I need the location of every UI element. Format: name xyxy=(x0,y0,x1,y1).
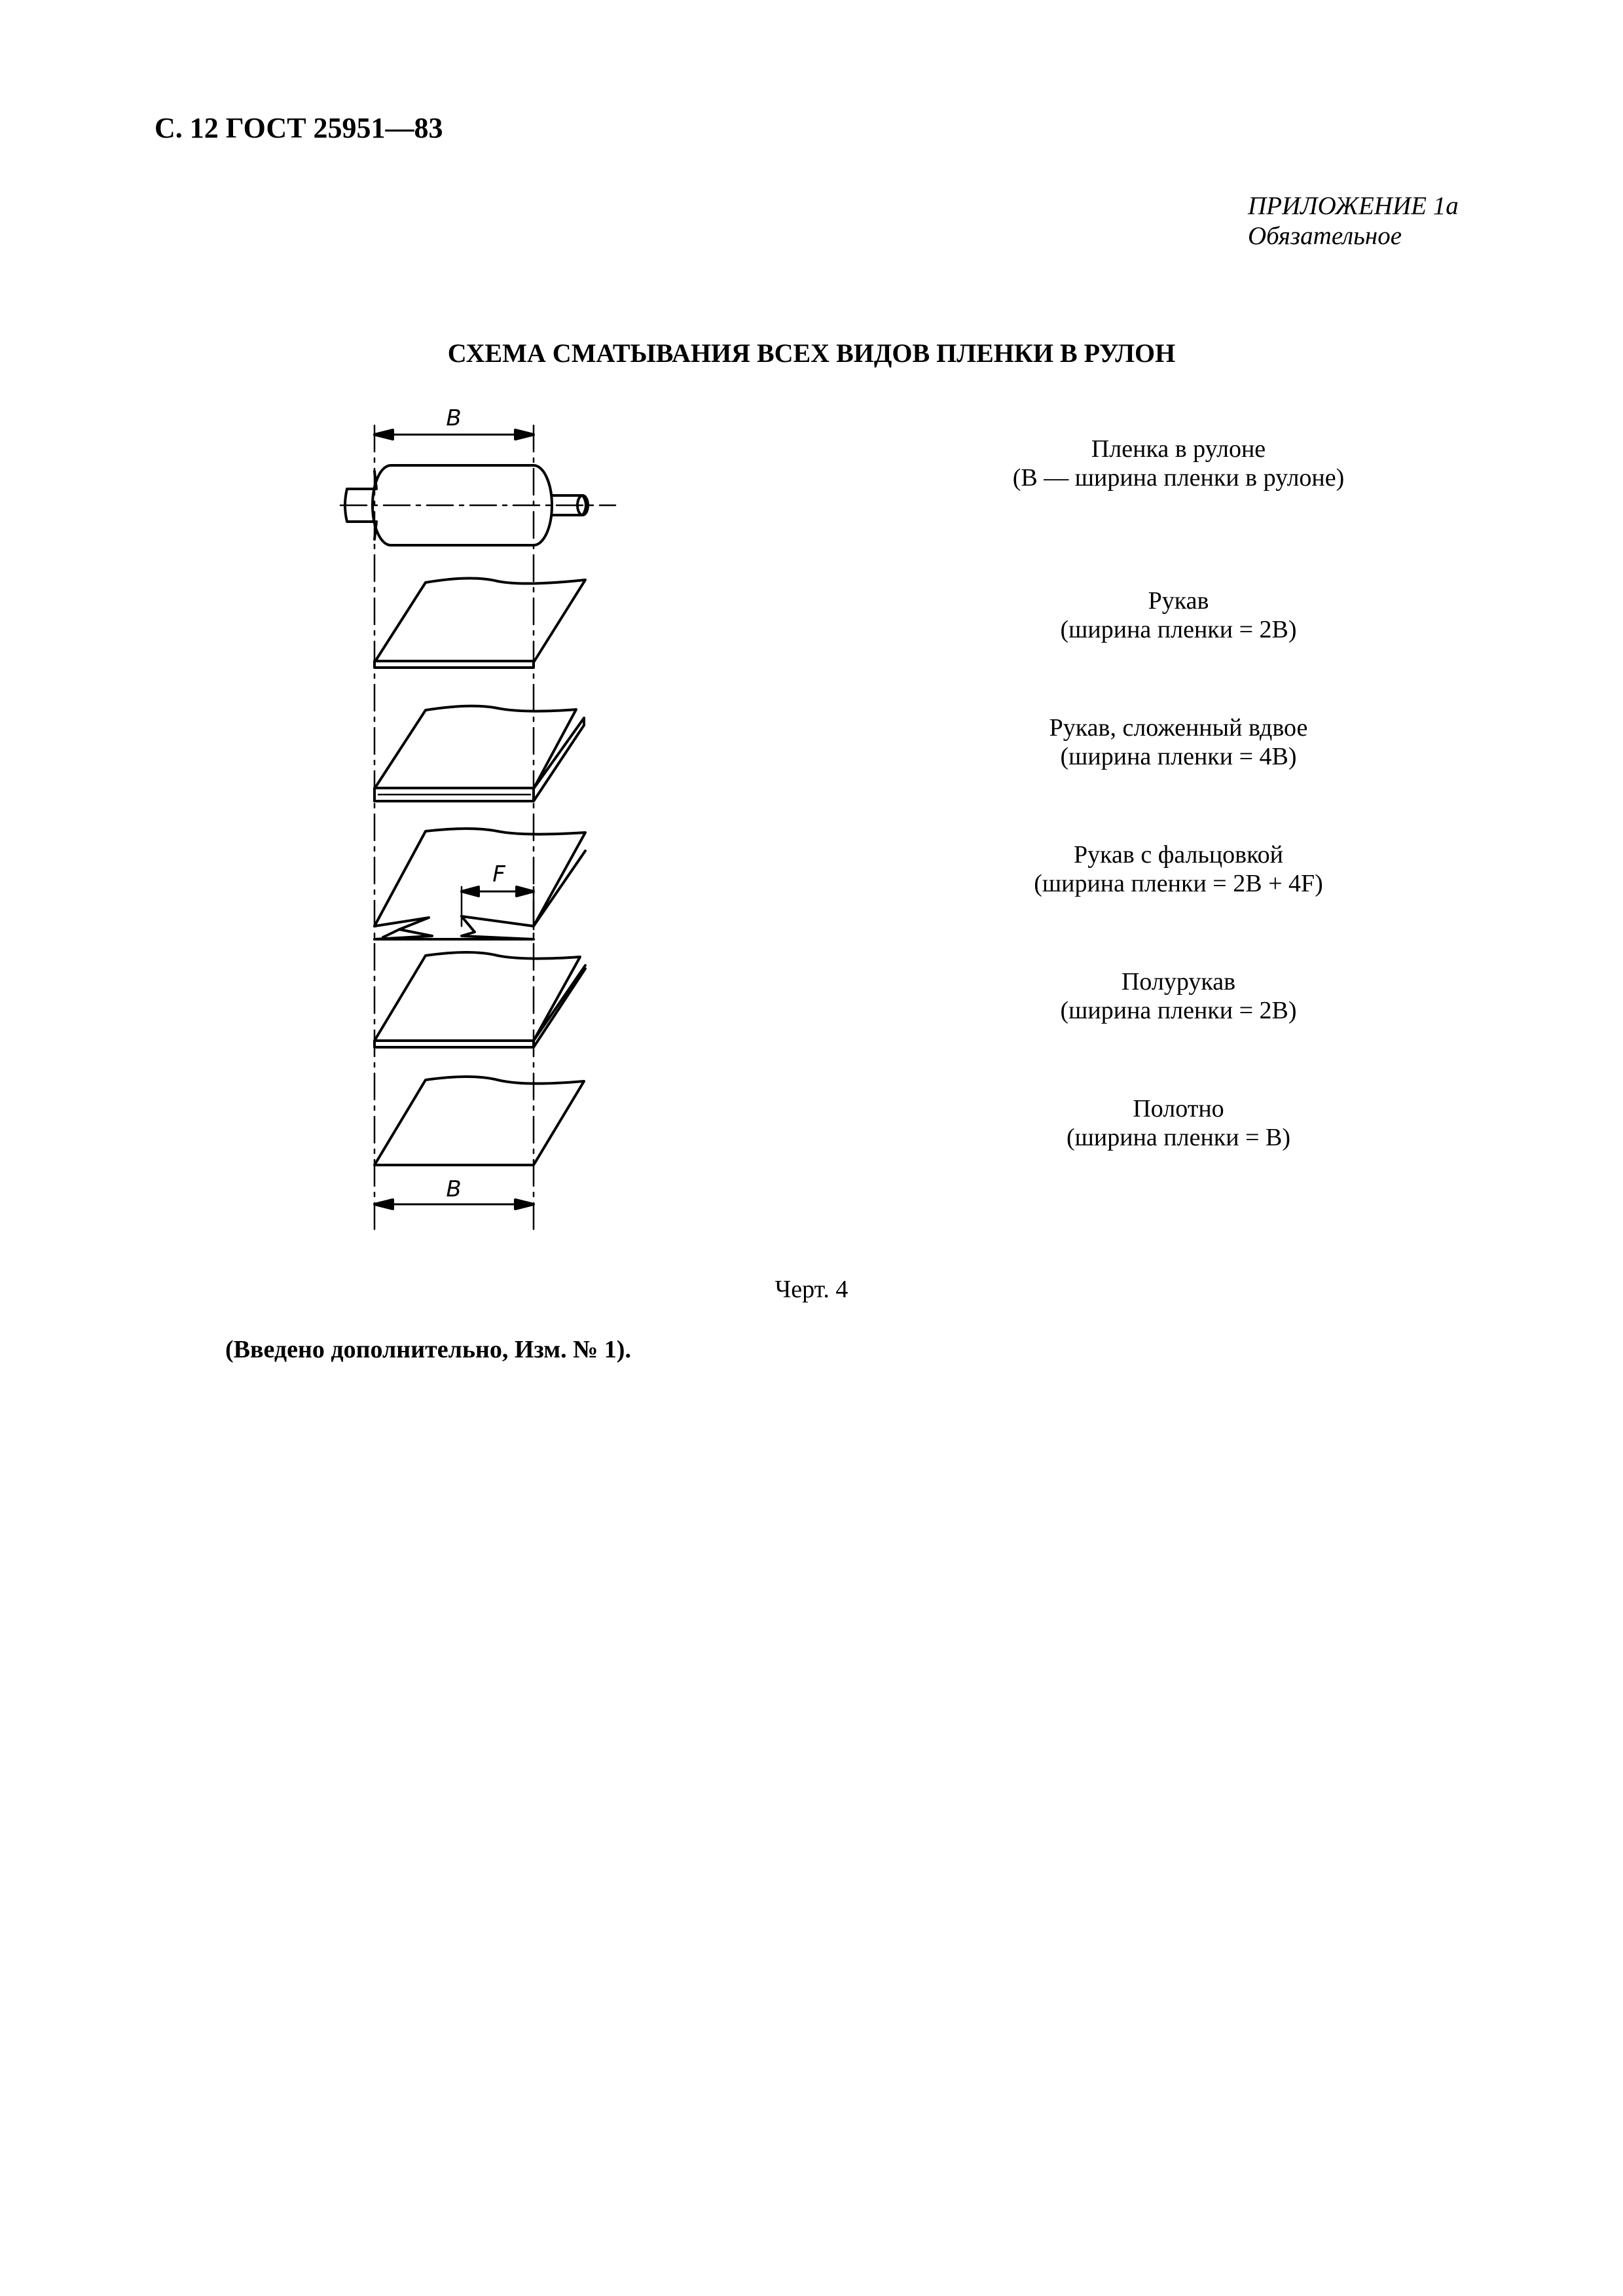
flat-sheet-icon xyxy=(374,1077,584,1165)
half-sleeve-icon xyxy=(374,952,585,1047)
caption-sleeve-folded-formula: (ширина пленки = 4B) xyxy=(1060,743,1297,770)
gusset-sleeve-icon xyxy=(374,829,585,939)
dimension-label-top: B xyxy=(446,405,462,431)
fold-label: F xyxy=(492,861,505,888)
caption-half-sleeve-formula: (ширина пленки = 2B) xyxy=(1060,997,1297,1024)
roll-icon xyxy=(340,465,615,545)
document-title: СХЕМА СМАТЫВАНИЯ ВСЕХ ВИДОВ ПЛЕНКИ В РУЛОН xyxy=(447,338,1176,368)
caption-sleeve xyxy=(917,586,1440,644)
sleeve-folded-icon xyxy=(374,706,584,801)
dimension-top xyxy=(374,430,534,439)
sleeve-icon xyxy=(374,578,585,668)
caption-roll xyxy=(917,435,1440,492)
appendix-status: Обязательное xyxy=(1248,222,1402,250)
caption-flat-sheet-formula: (ширина пленки = B) xyxy=(1066,1124,1291,1151)
caption-half-sleeve xyxy=(917,967,1440,1025)
caption-sleeve-formula: (ширина пленки = 2B) xyxy=(1060,616,1297,643)
caption-gusset-sleeve-name: Рукав с фальцовкой xyxy=(1074,841,1283,869)
appendix-title: ПРИЛОЖЕНИЕ 1а xyxy=(1248,192,1459,220)
caption-flat-sheet xyxy=(917,1094,1440,1152)
amendment-note: (Введено дополнительно, Изм. № 1). xyxy=(225,1336,631,1363)
caption-half-sleeve-name: Полурукав xyxy=(1121,968,1236,996)
caption-gusset-sleeve xyxy=(917,840,1440,898)
dimension-label-bottom: B xyxy=(446,1176,462,1202)
caption-sleeve-folded xyxy=(917,713,1440,771)
caption-sleeve-name: Рукав xyxy=(1148,587,1209,615)
figure-caption: Черт. 4 xyxy=(775,1276,848,1303)
caption-roll-formula: (B — ширина пленки в рулоне) xyxy=(1012,464,1345,492)
caption-sleeve-folded-name: Рукав, сложенный вдвое xyxy=(1049,714,1308,742)
caption-gusset-sleeve-formula: (ширина пленки = 2B + 4F) xyxy=(1034,870,1323,897)
caption-flat-sheet-name: Полотно xyxy=(1133,1095,1224,1122)
caption-roll-name: Пленка в рулоне xyxy=(1091,435,1266,463)
page-header: С. 12 ГОСТ 25951—83 xyxy=(155,112,443,144)
